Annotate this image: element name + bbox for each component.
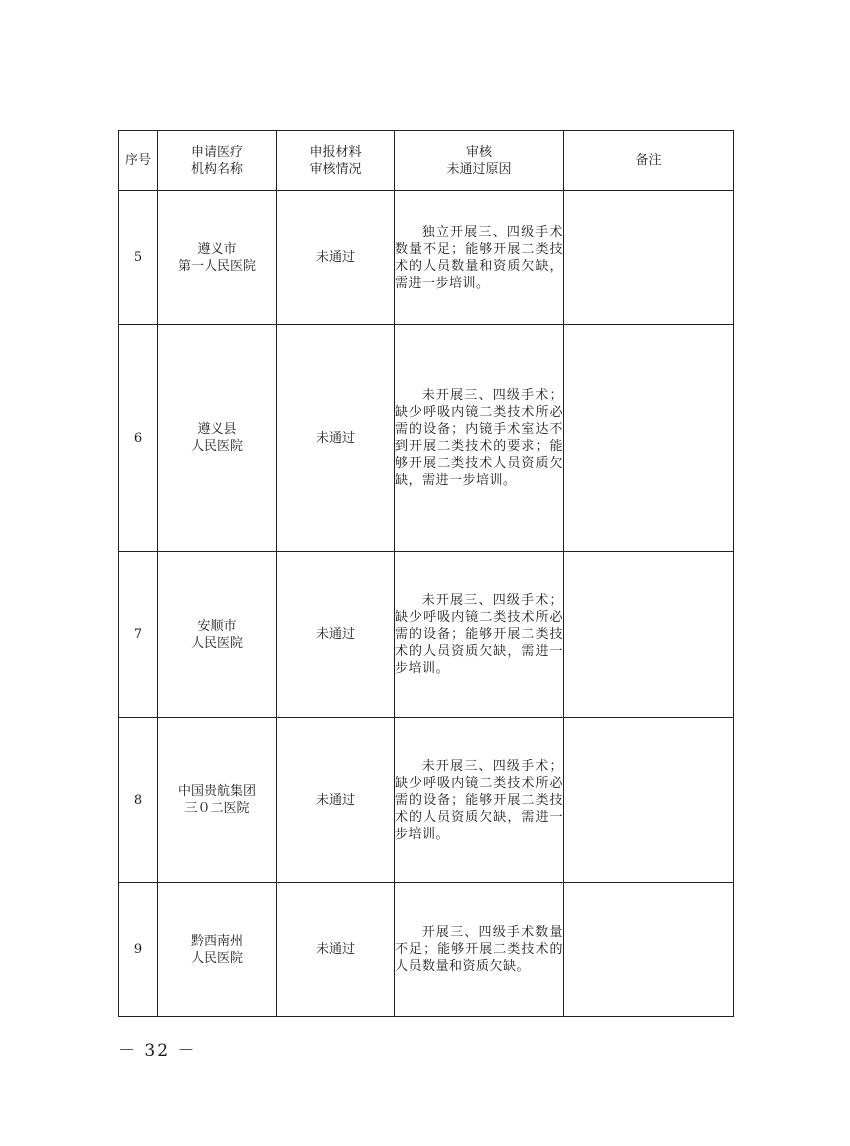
row-seq: 7	[119, 552, 158, 718]
header-notes: 备注	[564, 131, 734, 191]
table-row	[119, 191, 734, 325]
table-row	[119, 883, 734, 1017]
row-status: 未通过	[277, 883, 395, 1017]
header-row	[119, 131, 734, 191]
header-seq: 序号	[119, 131, 158, 191]
row-seq: 9	[119, 883, 158, 1017]
header-institution: 申请医疗 机构名称	[158, 131, 277, 191]
row-seq: 8	[119, 718, 158, 883]
header-review-status: 申报材料 审核情况	[277, 131, 395, 191]
row-notes	[564, 191, 734, 325]
row-seq: 5	[119, 191, 158, 325]
row-notes	[564, 883, 734, 1017]
row-status: 未通过	[277, 191, 395, 325]
row-institution: 遵义县 人民医院	[158, 325, 277, 552]
row-status: 未通过	[277, 552, 395, 718]
row-reason: 未开展三、四级手术；缺少呼吸内镜二类技术所必需的设备；能够开展二类技术的人员资质欠缺，需进一步培训。	[395, 552, 564, 718]
header-fail-reason: 审核 未通过原因	[395, 131, 564, 191]
table-row	[119, 325, 734, 552]
row-reason: 开展三、四级手术数量不足；能够开展二类技术的人员数量和资质欠缺。	[395, 883, 564, 1017]
page-number: － 32 －	[118, 1041, 197, 1061]
row-notes	[564, 552, 734, 718]
row-institution: 黔西南州 人民医院	[158, 883, 277, 1017]
table-row	[119, 718, 734, 883]
row-institution: 安顺市 人民医院	[158, 552, 277, 718]
row-institution: 中国贵航集团 三０二医院	[158, 718, 277, 883]
row-status: 未通过	[277, 718, 395, 883]
table-row	[119, 552, 734, 718]
row-status: 未通过	[277, 325, 395, 552]
row-reason: 独立开展三、四级手术数量不足；能够开展二类技术的人员数量和资质欠缺，需进一步培训。	[395, 191, 564, 325]
row-reason: 未开展三、四级手术；缺少呼吸内镜二类技术所必需的设备；能够开展二类技术的人员资质欠缺，需进一步培训。	[395, 718, 564, 883]
row-institution: 遵义市 第一人民医院	[158, 191, 277, 325]
review-table	[118, 130, 734, 1017]
row-notes	[564, 325, 734, 552]
row-notes	[564, 718, 734, 883]
row-reason: 未开展三、四级手术；缺少呼吸内镜二类技术所必需的设备；内镜手术室达不到开展二类技术的要求；能够开展二类技术人员资质欠缺，需进一步培训。	[395, 325, 564, 552]
row-seq: 6	[119, 325, 158, 552]
